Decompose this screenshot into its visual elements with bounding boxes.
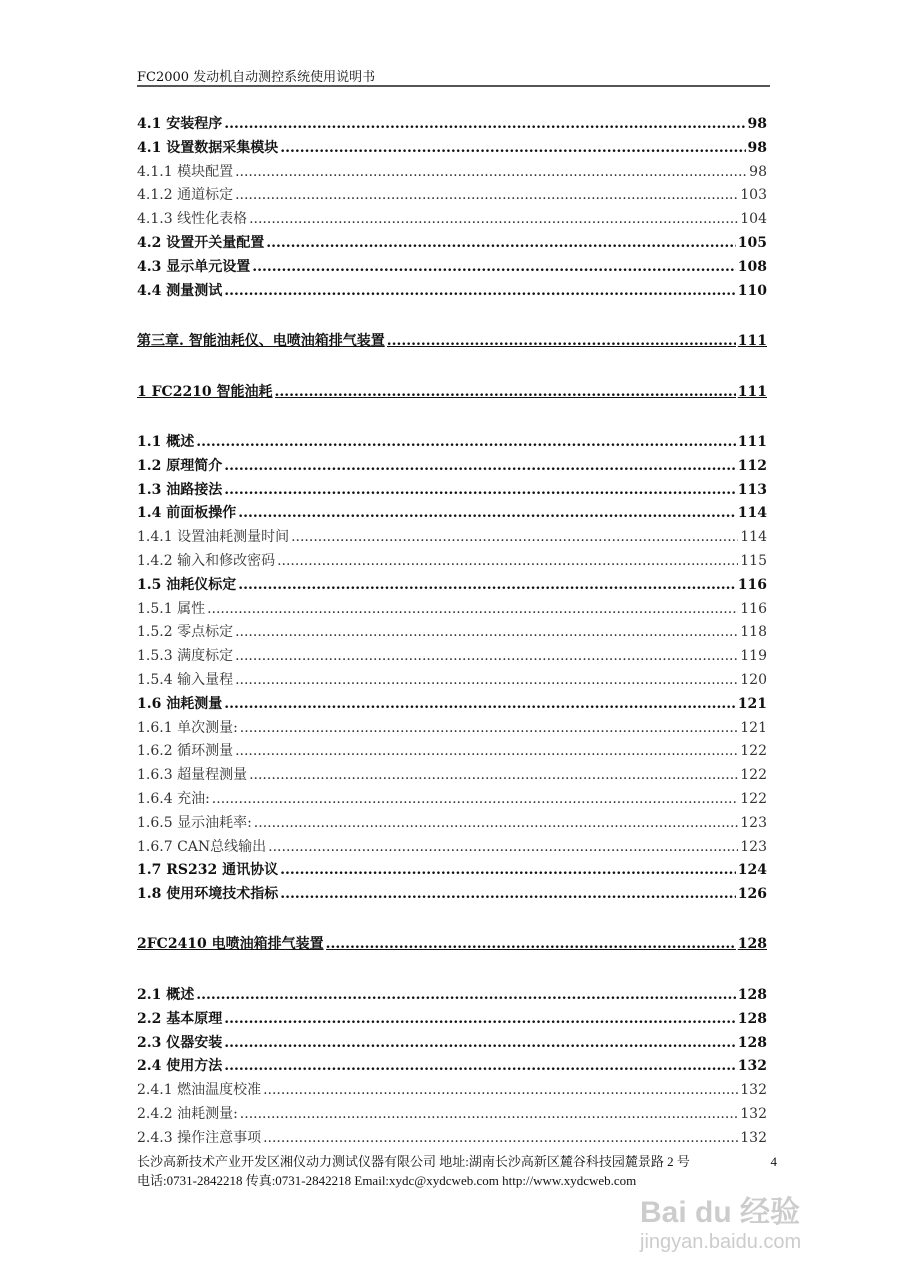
dot-leader [249,767,738,783]
dot-leader [196,987,736,1003]
toc-group-3 [137,984,767,1151]
toc-entry[interactable] [137,526,767,550]
toc-label: 1.5 油耗仪标定 [137,576,237,593]
dot-leader [252,259,736,275]
dot-leader [254,815,738,831]
toc-label: 2.4.1 燃油温度校准 [137,1082,262,1099]
toc-page: 132 [740,1105,767,1122]
toc-entry[interactable] [137,984,767,1008]
toc-entry[interactable] [137,232,767,256]
toc-chapter-3[interactable] [137,330,767,354]
toc-label: 4.1 设置数据采集模块 [137,139,279,156]
dot-leader [266,235,736,251]
dot-leader [224,458,736,474]
toc-label: 1.6 油耗测量 [137,695,223,712]
toc-label: 1.1 概述 [137,434,195,450]
toc-page: 120 [740,671,767,688]
toc-page: 116 [737,576,767,593]
toc-entry[interactable] [137,788,767,812]
toc-entry[interactable] [137,550,767,574]
toc-entry[interactable] [137,693,767,717]
toc-entry[interactable] [137,137,767,161]
toc-entry[interactable] [137,621,767,645]
dot-leader [263,1082,738,1098]
dot-leader [224,1011,736,1027]
toc-label: 4.3 显示单元设置 [137,258,251,275]
toc-page: 121 [737,695,767,712]
toc-page: 104 [740,211,767,228]
dot-leader [224,482,736,498]
toc-entry[interactable] [137,764,767,788]
toc-entry[interactable] [137,184,767,208]
toc-page: 132 [737,1058,767,1075]
toc-label: 2.3 仪器安装 [137,1034,223,1051]
toc-page: 114 [740,529,767,546]
dot-leader [280,140,745,156]
toc-label: 2.4.2 油耗测量: [137,1105,238,1122]
toc-label: 1.6.5 显示油耗率: [137,814,252,831]
dot-leader [224,696,736,712]
running-header: FC2000 发动机自动测控系统使用说明书 [137,70,376,85]
toc-entry[interactable] [137,280,767,304]
toc-entry[interactable] [137,1127,767,1151]
toc-entry[interactable] [137,1008,767,1032]
toc-label: 1.6.1 单次测量: [137,719,238,736]
toc-entry[interactable] [137,883,767,907]
toc-label: 4.4 测量测试 [137,282,223,299]
toc-page: 114 [737,505,767,522]
toc-section-1[interactable] [137,381,767,405]
toc-page: 132 [740,1129,767,1146]
toc-page: 98 [747,116,767,132]
header-rule [137,85,770,87]
toc-page: 124 [737,862,767,879]
toc-group-2 [137,431,767,907]
dot-leader [280,886,736,902]
toc-label: 1.6.2 循环测量 [137,743,234,760]
dot-leader [268,839,738,855]
toc-label: 2.2 基本原理 [137,1010,223,1027]
page-number: 4 [770,1154,777,1169]
dot-leader [212,791,738,807]
toc-entry[interactable] [137,256,767,280]
toc-label: 2.1 概述 [137,987,195,1003]
toc-page: 128 [737,936,767,952]
toc-label: 1.2 原理简介 [137,457,223,474]
toc-entry[interactable] [137,1032,767,1056]
baidu-watermark [640,1196,801,1254]
toc-label: 2FC2410 电喷油箱排气装置 [137,936,324,952]
toc-section-2[interactable] [137,933,767,957]
dot-leader [235,187,738,203]
dot-leader [326,936,736,952]
dot-leader [224,1035,736,1051]
toc-label: 1.4.2 输入和修改密码 [137,552,276,569]
dot-leader [238,505,736,521]
dot-leader [263,1130,738,1146]
toc-label: 1.6.3 超量程测量 [137,767,248,784]
dot-leader [249,211,738,227]
toc-entry[interactable] [137,740,767,764]
toc-label: 1.6.7 CAN总线输出 [137,838,267,855]
toc-page: 98 [747,139,767,156]
toc-label: 1.8 使用环境技术指标 [137,886,279,903]
toc-label: 4.1.2 通道标定 [137,187,234,204]
dot-leader [238,577,736,593]
dot-leader [196,434,736,450]
dot-leader [224,283,736,299]
toc-entry[interactable] [137,208,767,232]
dot-leader [235,624,738,640]
toc-page: 115 [740,552,767,569]
dot-leader [235,743,738,759]
toc-entry[interactable] [137,113,767,137]
toc-label: 1.7 RS232 通讯协议 [137,862,279,879]
dot-leader [291,529,738,545]
dot-leader [280,862,736,878]
toc-label: 1.4.1 设置油耗测量时间 [137,529,290,546]
dot-leader [277,553,738,569]
toc-entry[interactable] [137,1079,767,1103]
toc-page: 111 [737,434,767,450]
dot-leader [207,601,738,617]
toc-page: 108 [737,258,767,275]
toc-page: 111 [737,333,767,349]
toc-label: 4.1.3 线性化表格 [137,211,248,228]
dot-leader [387,333,736,349]
toc-page: 113 [737,481,767,498]
watermark-brand: Bai du 经验 [640,1196,801,1229]
toc-entry[interactable] [137,717,767,741]
toc-page: 122 [740,743,767,760]
dot-leader [235,164,747,180]
dot-leader [224,1058,736,1074]
toc-entry[interactable] [137,161,767,185]
toc-label: 1 FC2210 智能油耗 [137,384,273,400]
toc-label: 2.4.3 操作注意事项 [137,1129,262,1146]
toc-label: 1.5.3 满度标定 [137,648,234,665]
toc-entry[interactable] [137,1103,767,1127]
toc-label: 1.5.1 属性 [137,600,206,617]
toc-label: 1.6.4 充油: [137,790,210,807]
toc-page: 128 [737,1034,767,1051]
toc-label: 第三章. 智能油耗仪、电喷油箱排气装置 [137,333,385,349]
dot-leader [275,384,736,400]
toc-page: 119 [740,648,767,665]
toc-entry[interactable] [137,431,767,455]
dot-leader [240,1106,738,1122]
toc-page: 128 [737,1010,767,1027]
toc-page: 118 [740,624,767,641]
toc-entry[interactable] [137,812,767,836]
toc-page: 112 [737,457,767,474]
toc-label: 1.4 前面板操作 [137,505,237,522]
toc-page: 123 [740,814,767,831]
footer-address: 长沙高新技术产业开发区湘仪动力测试仪器有限公司 地址:湖南长沙高新区麓谷科技园麓景路 2 号 [137,1154,690,1169]
toc-page: 105 [737,234,767,251]
toc-label: 4.1 安装程序 [137,116,223,132]
toc-label: 1.5.2 零点标定 [137,624,234,641]
toc-label: 1.3 油路接法 [137,481,223,498]
toc-entry[interactable] [137,836,767,860]
toc-entry[interactable] [137,502,767,526]
dot-leader [235,648,738,664]
toc-entry[interactable] [137,598,767,622]
toc-entry[interactable] [137,574,767,598]
toc-page: 111 [737,384,767,400]
footer-contact: 电话:0731-2842218 传真:0731-2842218 Email:xydc@xydcweb.com http://www.xydcweb.com [137,1173,637,1188]
toc-label: 2.4 使用方法 [137,1058,223,1075]
toc-label: 1.5.4 输入量程 [137,671,234,688]
toc-page: 123 [740,838,767,855]
toc-entry[interactable] [137,455,767,479]
toc-page: 121 [740,719,767,736]
toc-page: 128 [737,987,767,1003]
toc-page: 98 [749,163,767,180]
page-footer [137,1152,777,1190]
toc-page: 122 [740,790,767,807]
toc-entry[interactable] [137,479,767,503]
toc-entry[interactable] [137,645,767,669]
toc-group-1 [137,113,767,303]
toc-entry[interactable] [137,859,767,883]
toc-entry[interactable] [137,1055,767,1079]
dot-leader [240,720,738,736]
toc-page: 110 [737,282,767,299]
toc-entry[interactable] [137,669,767,693]
dot-leader [224,116,745,132]
toc-page: 122 [740,767,767,784]
toc-page: 132 [740,1082,767,1099]
watermark-url: jingyan.baidu.com [640,1231,802,1253]
toc-page: 103 [740,187,767,204]
toc-page: 116 [740,600,767,617]
toc-page: 126 [737,886,767,903]
dot-leader [235,672,738,688]
toc-label: 4.2 设置开关量配置 [137,234,265,251]
toc-label: 4.1.1 模块配置 [137,163,234,180]
